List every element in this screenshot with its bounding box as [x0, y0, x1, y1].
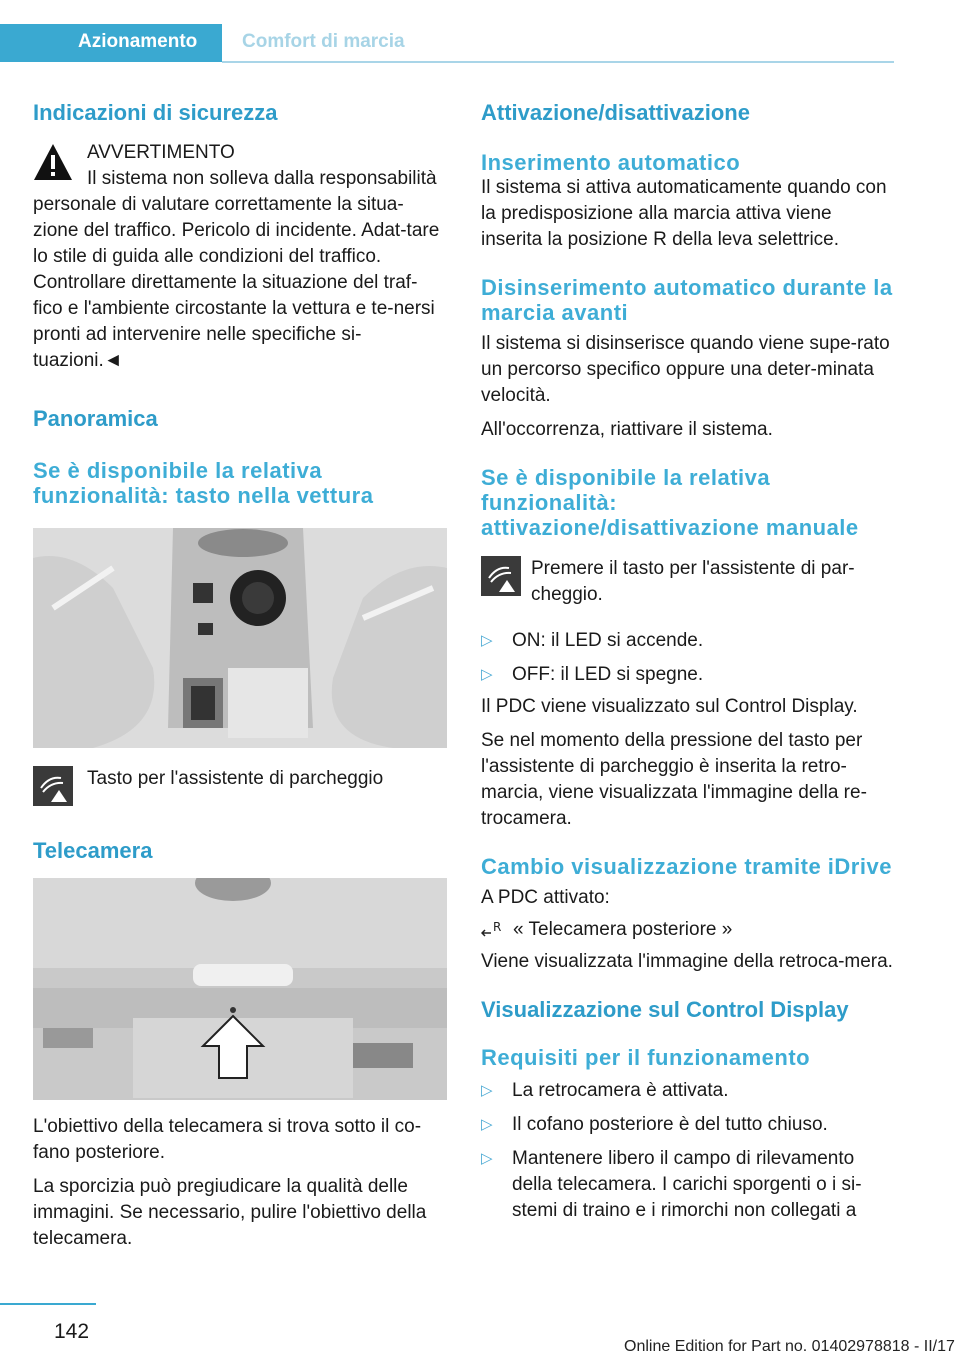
bullet-arrow-icon: ▷: [481, 1150, 493, 1167]
svg-text:R: R: [493, 920, 502, 934]
auto-on-paragraph: Il sistema si attiva automaticamente quando con la predisposizione alla marcia attiva viene inserita la posizione R della leva selettrice.: [481, 177, 887, 250]
requirement-item: ▷ Mantenere libero il campo di rilevamento della telecamera. I carichi sporgenti o i si-stemi di traino e i rimorchi non collegati a: [481, 1148, 862, 1221]
auto-off-paragraph-2: All'occorrenza, riattivare il sistema.: [481, 419, 773, 440]
bullet-arrow-icon: ▷: [481, 666, 493, 683]
console-image: [33, 528, 447, 748]
requirement-item: ▷ Il cofano posteriore è del tutto chiuso.: [481, 1112, 895, 1138]
subsection-tab: Comfort di marcia: [242, 31, 405, 52]
button-caption-row: [33, 766, 447, 810]
warning-icon: [33, 142, 73, 182]
camera-paragraph-1: L'obiettivo della telecamera si trova sotto il co-fano posteriore.: [33, 1116, 422, 1163]
requirement-item: ▷ La retrocamera è attivata.: [481, 1078, 895, 1104]
section-tab-active: [0, 24, 222, 62]
manual-instruction-row: [481, 556, 895, 608]
bullet-arrow-icon: ▷: [481, 632, 493, 649]
bullet-off: ▷ OFF: il LED si spegne.: [481, 662, 895, 688]
right-column: [481, 100, 895, 1224]
warning-title: AVVERTIMENTO: [87, 142, 235, 163]
warning-block: [33, 140, 447, 374]
left-column: [33, 100, 447, 1252]
idrive-paragraph-2: Viene visualizzata l'immagine della retroca-mera.: [481, 951, 893, 972]
header-rule: [222, 61, 894, 63]
heading-manual: Se è disponibile la relativa funzionalità: attivazione/disattivazione manuale: [481, 465, 859, 540]
heading-safety: Indicazioni di sicurezza: [33, 100, 278, 125]
button-caption: Tasto per l'assistente di parcheggio: [87, 768, 384, 789]
footer-rule: [0, 1303, 96, 1305]
page-header: [0, 24, 894, 60]
warning-text-first: Il sistema non solleva dalla responsabilità: [87, 168, 437, 189]
pdc-paragraph-1: Il PDC viene visualizzato sul Control Display.: [481, 696, 858, 717]
heading-button-available: Se è disponibile la relativa funzionalità: tasto nella vettura: [33, 458, 374, 508]
heading-auto-off: Disinserimento automatico durante la marcia avanti: [481, 275, 893, 325]
section-tab-label: Azionamento: [78, 31, 198, 52]
bullet-arrow-icon: ▷: [481, 1116, 493, 1133]
page-number: 142: [54, 1320, 90, 1343]
bullet-arrow-icon: ▷: [481, 1082, 493, 1099]
manual-instruction: Premere il tasto per l'assistente di par-cheggio.: [531, 558, 855, 605]
heading-requirements: Requisiti per il funzionamento: [481, 1045, 811, 1070]
heading-overview: Panoramica: [33, 406, 158, 431]
warning-text: personale di valutare correttamente la situa-zione del traffico. Pericolo di incidente. Adat-tare lo stile di guida alle condizioni del traffico. Controllare direttamente la situazione del traf-fico e l'ambiente circostante la vettura e te-nersi pronti ad intervenire nelle specifiche si-tuazioni.◄: [33, 194, 440, 371]
heading-idrive: Cambio visualizzazione tramite iDrive: [481, 854, 892, 879]
edition-note: Online Edition for Part no. 01402978818 - II/17: [624, 1338, 955, 1355]
camera-paragraph-2: La sporcizia può pregiudicare la qualità delle immagini. Se necessario, pulire l'obiettivo della telecamera.: [33, 1176, 427, 1249]
idrive-menu-item: « Telecamera posteriore »: [513, 919, 733, 940]
bullet-on: ▷ ON: il LED si accende.: [481, 628, 895, 654]
heading-display: Visualizzazione sul Control Display: [481, 997, 849, 1022]
heading-auto-on: Inserimento automatico: [481, 150, 741, 175]
rear-camera-icon: [481, 919, 505, 941]
camera-image: [33, 878, 447, 1100]
heading-activation: Attivazione/disattivazione: [481, 100, 750, 125]
pdc-paragraph-2: Se nel momento della pressione del tasto per l'assistente di parcheggio è inserita la retro-marcia, viene visualizzata l'immagine della re-trocamera.: [481, 730, 867, 829]
idrive-menu-row: [481, 917, 895, 943]
parking-assistant-icon: [481, 556, 521, 596]
idrive-paragraph-1: A PDC attivato:: [481, 887, 610, 908]
parking-assistant-icon: [33, 766, 73, 806]
heading-camera: Telecamera: [33, 838, 153, 863]
auto-off-paragraph-1: Il sistema si disinserisce quando viene supe-rato un percorso specifico oppure una deter-minata velocità.: [481, 333, 890, 406]
